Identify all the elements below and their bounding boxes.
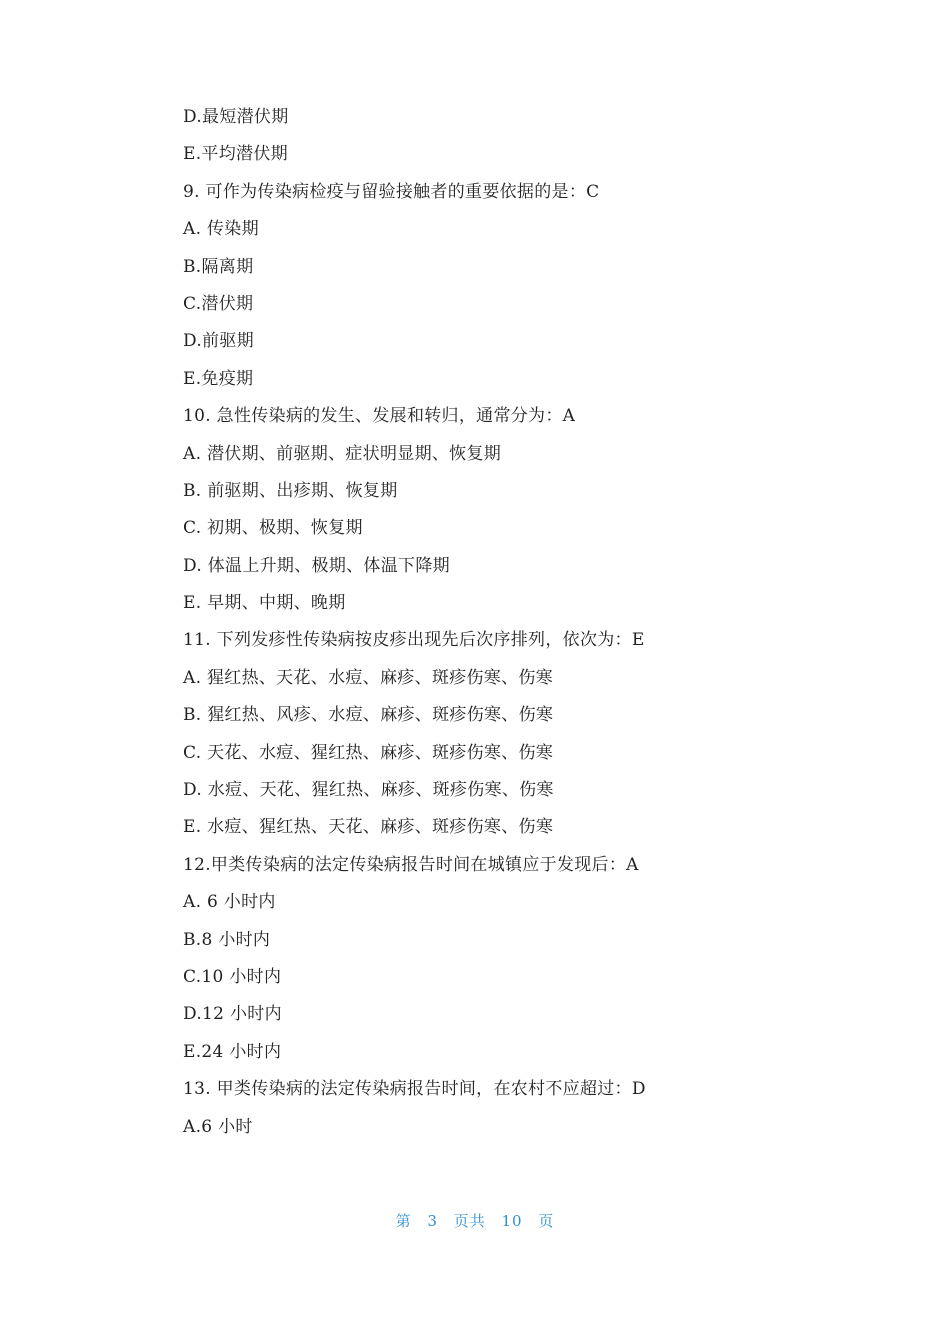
option-line: C.潜伏期 [183,293,254,314]
option-line: E.免疫期 [183,368,254,389]
option-line: A.6 小时 [183,1116,253,1137]
text-line: D.最短潜伏期 [183,107,289,127]
question-10: 10. 急性传染病的发生、发展和转归，通常分为：A [183,406,576,427]
option-line: B. 前驱期、出疹期、恢复期 [183,480,398,501]
footer-page-number: 3 [427,1212,438,1230]
option-line: E. 早期、中期、晚期 [183,593,346,614]
footer-total-pages: 10 [501,1212,523,1230]
footer-middle: 页共 [453,1212,486,1230]
question-13: 13. 甲类传染病的法定传染病报告时间，在农村不应超过：D [183,1079,646,1100]
option-line: D. 水痘、天花、猩红热、麻疹、斑疹伤寒、伤寒 [183,780,554,801]
footer-prefix: 第 [395,1212,412,1230]
option-line: B.隔离期 [183,256,254,277]
option-line: B. 猩红热、风疹、水痘、麻疹、斑疹伤寒、伤寒 [183,705,554,726]
question-12: 12.甲类传染病的法定传染病报告时间在城镇应于发现后：A [183,854,639,875]
option-line: C.10 小时内 [183,966,282,987]
option-line: A. 传染期 [183,219,259,240]
question-list [183,104,883,1151]
option-line: A. 6 小时内 [183,892,276,913]
option-line: D.12 小时内 [183,1004,282,1025]
option-line: D.前驱期 [183,331,254,352]
option-line: B.8 小时内 [183,929,271,950]
question-11: 11. 下列发疹性传染病按皮疹出现先后次序排列，依次为：E [183,630,645,651]
option-line: E. 水痘、猩红热、天花、麻疹、斑疹伤寒、伤寒 [183,817,554,838]
footer-suffix: 页 [538,1212,555,1230]
text-line: E.平均潜伏期 [183,144,288,165]
option-line: C. 天花、水痘、猩红热、麻疹、斑疹伤寒、伤寒 [183,742,554,763]
option-line: D. 体温上升期、极期、体温下降期 [183,555,450,576]
option-line: A. 猩红热、天花、水痘、麻疹、斑疹伤寒、伤寒 [183,667,553,688]
question-9: 9. 可作为传染病检疫与留验接触者的重要依据的是：C [183,181,600,202]
option-line: E.24 小时内 [183,1041,282,1062]
page-footer [0,1210,950,1231]
option-line: C. 初期、极期、恢复期 [183,518,363,539]
option-line: A. 潜伏期、前驱期、症状明显期、恢复期 [183,443,502,464]
